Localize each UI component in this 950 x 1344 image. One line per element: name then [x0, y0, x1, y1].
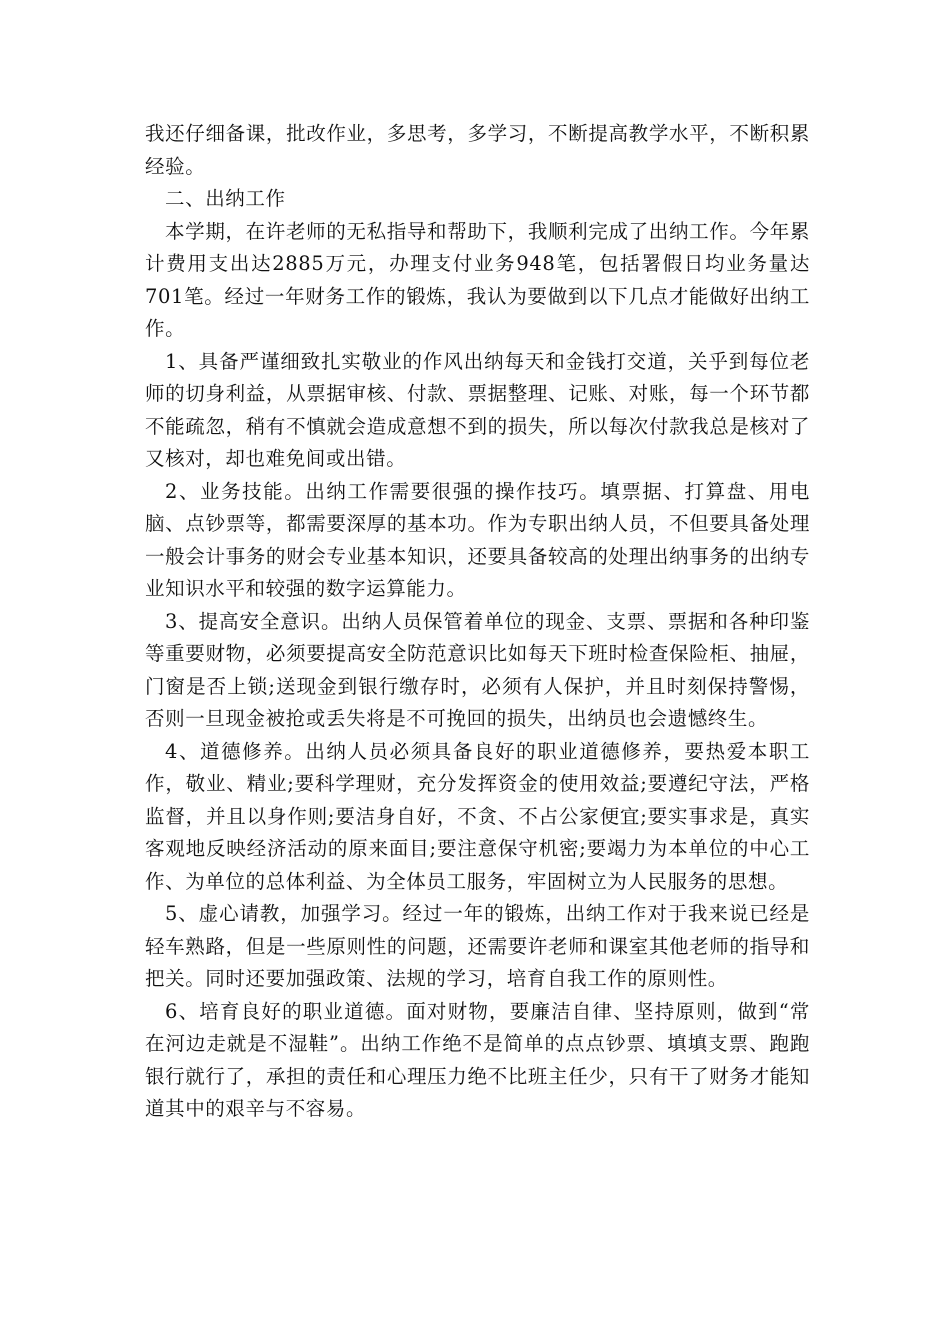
paragraph-point-2: 2、业务技能。出纳工作需要很强的操作技巧。填票据、打算盘、用电脑、点钞票等，都需要深厚的基本功。作为专职出纳人员，不但要具备处理一般会计事务的财会专业基本知识，还要具备较高的处理出纳事务的出纳专业知识水平和较强的数字运算能力。 — [145, 479, 810, 600]
paragraph-point-5: 5、虚心请教，加强学习。经过一年的锻炼，出纳工作对于我来说已经是轻车熟路，但是一些原则性的问题，还需要许老师和课室其他老师的指导和把关。同时还要加强政策、法规的学习，培育自我工作的原则性。 — [145, 902, 810, 990]
paragraph-intro: 本学期，在许老师的无私指导和帮助下，我顺利完成了出纳工作。今年累计费用支出达2885万元，办理支付业务948笔，包括署假日均业务量达701笔。经过一年财务工作的锻炼，我认为要做到以下几点才能做好出纳工作。 — [145, 219, 810, 340]
paragraph-point-3: 3、提高安全意识。出纳人员保管着单位的现金、支票、票据和各种印鉴等重要财物，必须要提高安全防范意识比如每天下班时检查保险柜、抽屉，门窗是否上锁;送现金到银行缴存时，必须有人保护，并且时刻保持警惕，否则一旦现金被抢或丢失将是不可挽回的损失，出纳员也会遗憾终生。 — [145, 609, 810, 730]
section-heading-cashier-work: 二、出纳工作 — [165, 187, 286, 210]
paragraph-point-6: 6、培育良好的职业道德。面对财物，要廉洁自律、坚持原则，做到“常在河边走就是不湿鞋”。出纳工作绝不是简单的点点钞票、填填支票、跑跑银行就行了，承担的责任和心理压力绝不比班主任少，只有干了财务才能知道其中的艰辛与不容易。 — [145, 999, 810, 1120]
paragraph-point-1: 1、具备严谨细致扎实敬业的作风出纳每天和金钱打交道，关乎到每位老师的切身利益，从票据审核、付款、票据整理、记账、对账，每一个环节都不能疏忽，稍有不慎就会造成意想不到的损失，所以每次付款我总是核对了又核对，却也难免间或出错。 — [145, 349, 810, 470]
paragraph-continuation: 我还仔细备课，批改作业，多思考，多学习，不断提高教学水平，不断积累经验。 — [145, 122, 810, 178]
document-body — [145, 118, 810, 1126]
paragraph-point-4: 4、道德修养。出纳人员必须具备良好的职业道德修养，要热爱本职工作，敬业、精业;要科学理财，充分发挥资金的使用效益;要遵纪守法，严格监督，并且以身作则;要洁身自好，不贪、不占公家便宜;要实事求是，真实客观地反映经济活动的原来面目;要注意保守机密;要竭力为本单位的中心工作、为单位的总体利益、为全体员工服务，牢固树立为人民服务的思想。 — [145, 739, 810, 893]
